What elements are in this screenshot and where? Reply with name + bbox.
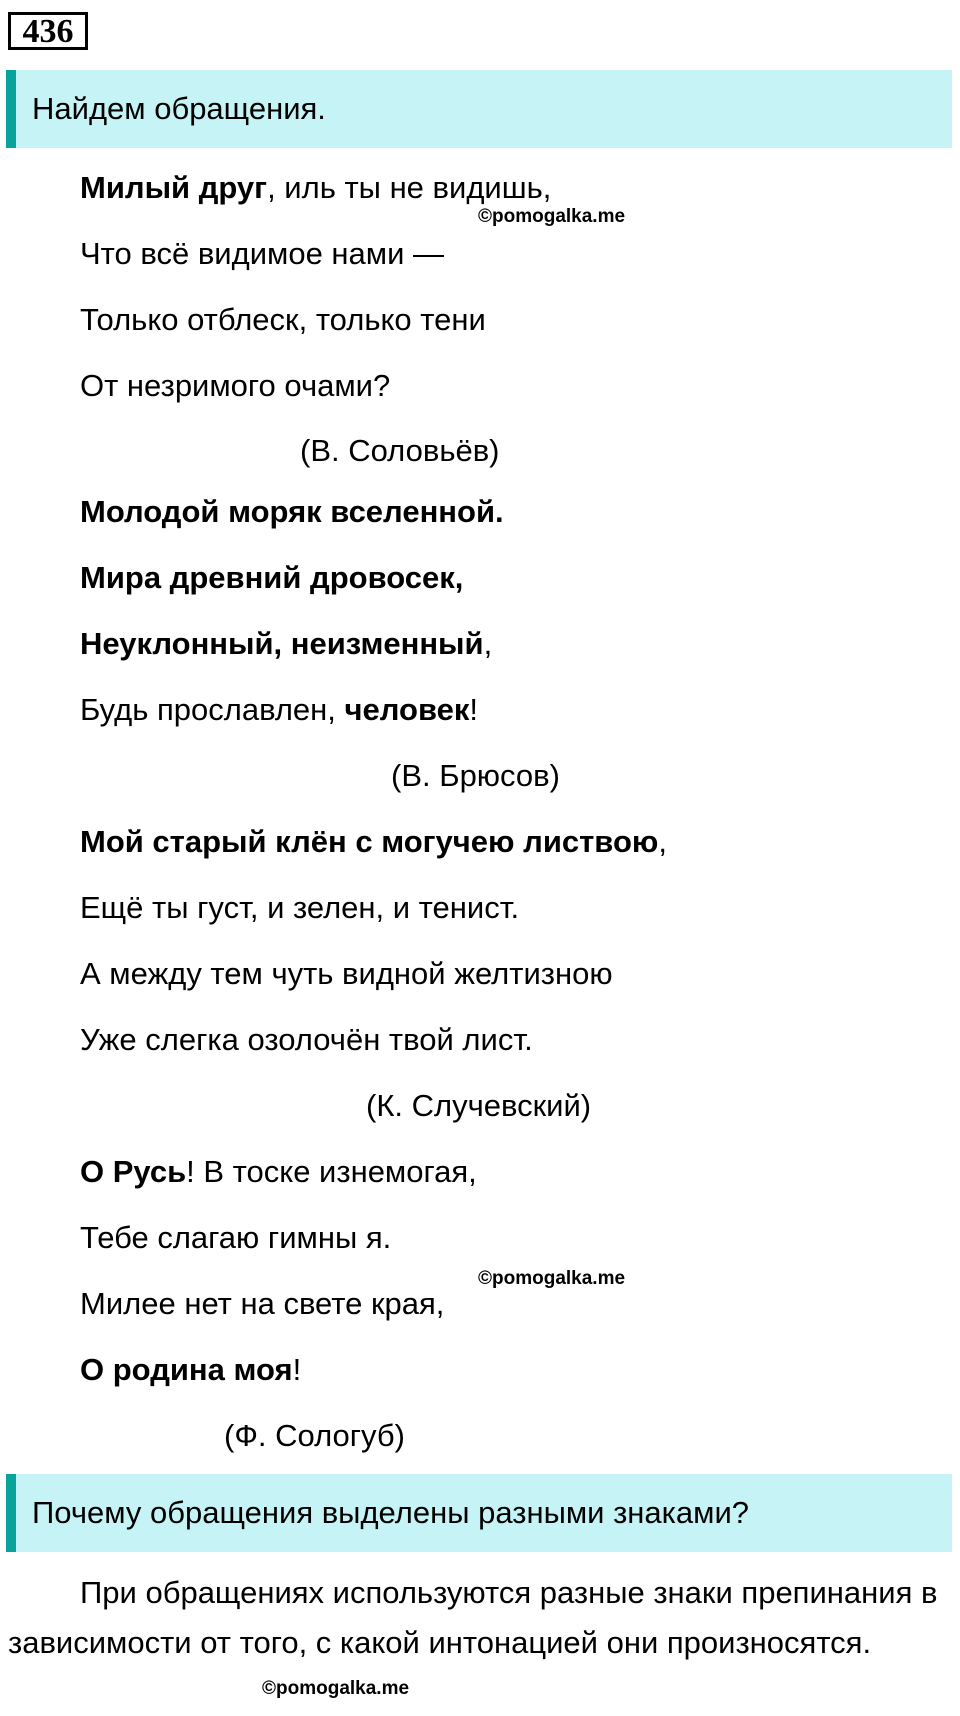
poem-line-10: Ещё ты густ, и зелен, и тенист. xyxy=(80,890,520,925)
poem-line-4: От незримого очами? xyxy=(80,368,391,403)
address-highlight: Неуклонный, неизменный xyxy=(80,626,484,661)
poem-line-1 xyxy=(80,168,551,208)
address-highlight: человек xyxy=(344,692,470,727)
poem-line-14: Тебе слагаю гимны я. xyxy=(80,1220,392,1255)
line-text: Будь прославлен, xyxy=(80,692,345,727)
poem-author-1: (В. Соловьёв) xyxy=(300,433,500,468)
line-text: ! В тоске изнемогая, xyxy=(186,1154,477,1189)
section-header-question: Почему обращения выделены разными знаками? xyxy=(6,1474,952,1552)
poem-line-15: Милее нет на свете края, xyxy=(80,1286,445,1321)
line-text: , xyxy=(658,824,667,859)
watermark: ©pomogalka.me xyxy=(262,1678,410,1699)
line-text: , xyxy=(483,626,493,661)
poem-author-4: (Ф. Сологуб) xyxy=(224,1418,405,1453)
answer-text: При обращениях используются разные знаки препинания в зависимости от того, с какой интонацией они произносятся. xyxy=(8,1575,938,1660)
address-highlight: Милый друг xyxy=(80,170,268,205)
poem-line-11: А между тем чуть видной желтизною xyxy=(80,956,613,991)
address-highlight: Молодой моряк вселенной. xyxy=(80,494,504,529)
poem-author-2: (В. Брюсов) xyxy=(391,758,560,793)
poem-line-12: Уже слегка озолочён твой лист. xyxy=(80,1022,533,1057)
address-highlight: Мой старый клён с могучею листвою xyxy=(80,824,659,859)
poem-line-8 xyxy=(80,690,478,730)
poem-line-2: Что всё видимое нами — xyxy=(80,236,445,271)
poem-line-7 xyxy=(80,624,492,664)
address-highlight: О родина моя xyxy=(80,1352,293,1387)
address-highlight: Мира древний дровосек, xyxy=(80,560,464,595)
poem-author-3: (К. Случевский) xyxy=(366,1088,592,1123)
line-text: ! xyxy=(292,1352,302,1387)
poem-line-9 xyxy=(80,822,667,862)
address-highlight: О Русь xyxy=(80,1154,187,1189)
task-number: 436 xyxy=(8,12,88,50)
poem-line-6 xyxy=(80,558,463,598)
watermark: ©pomogalka.me xyxy=(478,1268,626,1289)
poem-line-5 xyxy=(80,492,504,532)
poem-line-16 xyxy=(80,1350,301,1390)
watermark: ©pomogalka.me xyxy=(478,206,626,227)
line-text: ! xyxy=(469,692,479,727)
section-header-find-addresses: Найдем обращения. xyxy=(6,70,952,148)
line-text: , иль ты не видишь, xyxy=(267,170,552,205)
poem-line-13 xyxy=(80,1152,477,1192)
poem-line-3: Только отблеск, только тени xyxy=(80,302,486,337)
